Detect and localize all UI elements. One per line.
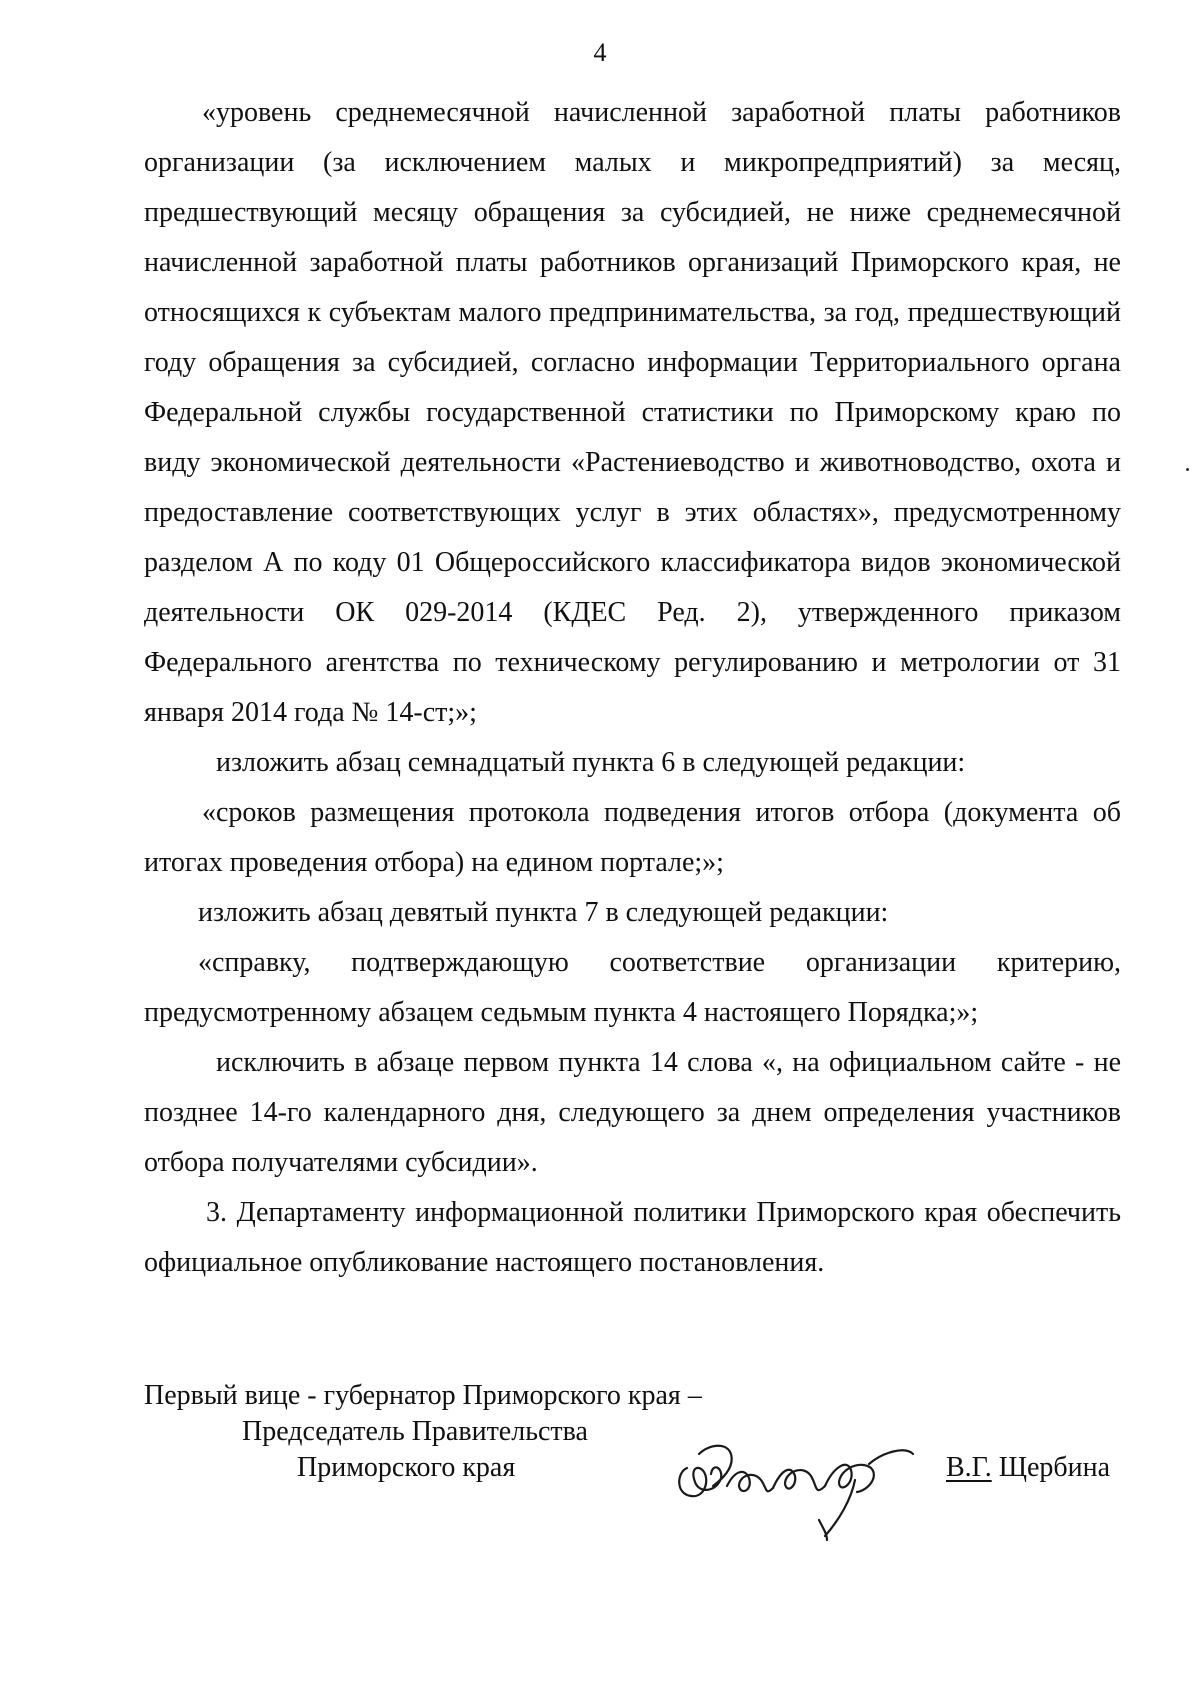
paragraph-amend-point-6: изложить абзац семнадцатый пункта 6 в следующей редакции: bbox=[216, 747, 966, 778]
signer-position-line-3: Приморского края bbox=[297, 1452, 516, 1483]
paragraph-protocol-deadlines: «сроков размещения протокола подведения итогов отбора (документа об итогах проведения отбора) на едином портале;»; bbox=[144, 797, 1121, 878]
signer-name bbox=[946, 1450, 1110, 1486]
signer-initials: В.Г. bbox=[946, 1452, 992, 1483]
handwritten-signature bbox=[669, 1424, 939, 1544]
document-body bbox=[144, 88, 1121, 1288]
paragraph-certificate: «справку, подтверждающую соответствие организации критерию, предусмотренному абзацем седьмым пункта 4 настоящего Порядка;»; bbox=[144, 947, 1121, 1028]
paragraph-wage-criterion: «уровень среднемесячной начисленной заработной платы работников организации (за исключением малых и микропредприятий) за месяц, предшествующий месяцу обращения за субсидией, не ниже среднемесячной начисленной заработной платы работников организаций Приморского края, не относящихся к субъектам малого предпринимательства, за год, предшествующий году обращения за субсидией, согласно информации Территориального органа Федеральной службы государственной статистики по Приморскому краю по виду экономической деятельности «Растениеводство и животноводство, охота и предоставление соответствующих услуг в этих областях», предусмотренному разделом А по коду 01 Общероссийского классификатора видов экономической деятельности ОК 029-2014 (КДЕС Ред. 2), утвержденного приказом Федерального агентства по техническому регулированию и метрологии от 31 января 2014 года № 14-ст;»; bbox=[144, 97, 1121, 728]
paragraph-amend-point-7: изложить абзац девятый пункта 7 в следующей редакции: bbox=[198, 897, 889, 928]
signature-block bbox=[144, 1378, 1124, 1538]
signer-surname: Щербина bbox=[998, 1452, 1111, 1483]
signer-position-line-2: Председатель Правительства bbox=[242, 1416, 588, 1447]
paragraph-exclude-point-14: исключить в абзаце первом пункта 14 слова «, на официальном сайте - не позднее 14-го календарного дня, следующего за днем определения участников отбора получателями субсидии». bbox=[144, 1047, 1121, 1178]
scan-dot bbox=[1186, 468, 1189, 471]
page-number: 4 bbox=[593, 38, 607, 67]
signer-position-line-1: Первый вице - губернатор Приморского края – bbox=[144, 1380, 702, 1411]
paragraph-publication: 3. Департаменту информационной политики Приморского края обеспечить официальное опубликование настоящего постановления. bbox=[144, 1197, 1121, 1278]
